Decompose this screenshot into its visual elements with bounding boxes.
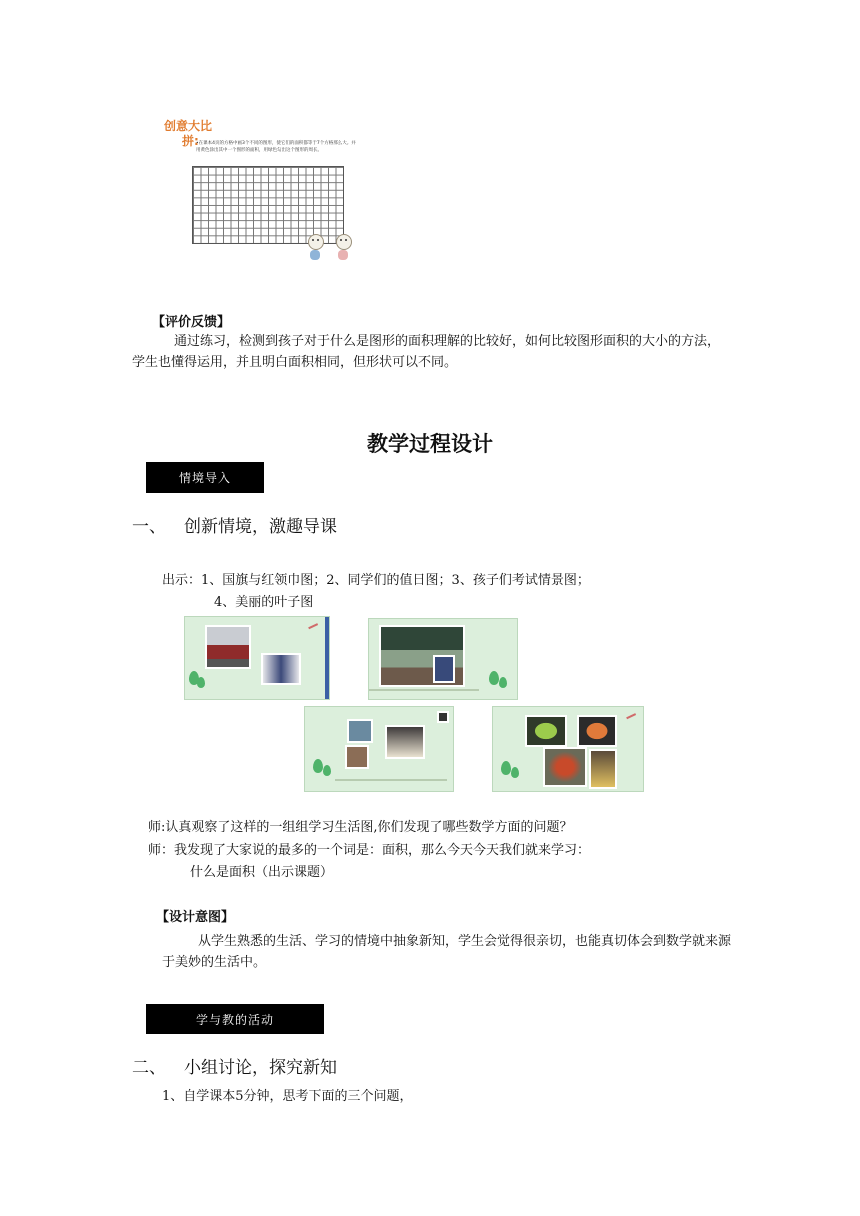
feedback-text: 通过练习，检测到孩子对于什么是图形的面积理解的比较好，如何比较图形面积的大小的方法，学生也懂得运用，并且明白面积相同，但形状可以不同。 — [132, 334, 721, 370]
sheep-cartoon-icon — [308, 234, 324, 250]
leaf-icon-2 — [197, 677, 205, 688]
sheep-cartoon-icon-2 — [336, 234, 352, 250]
leaf-icon-6 — [323, 765, 331, 776]
worksheet-title-2: 拼: — [182, 134, 199, 148]
leaf-photo-3 — [543, 747, 587, 787]
worksheet-instructions: •在课本4页的方格中画3个不同的图形，使它们的面积都等于7个方格那么大。并用黄色涂出其中一个图形的面积，用绿色勾出这个图形的周长。 — [196, 141, 356, 153]
step-one: 1、自学课本5分钟，思考下面的三个问题， — [162, 1089, 413, 1104]
heading-two-text: 小组讨论，探究新知 — [184, 1058, 337, 1078]
heading-one-text: 创新情境，激趣导课 — [184, 517, 337, 537]
slide-logo-icon — [437, 711, 449, 723]
heading-two-number: 二、 — [132, 1058, 166, 1078]
exam-photo-1 — [347, 719, 373, 743]
design-text: 从学生熟悉的生活、学习的情境中抽象新知，学生会觉得很亲切，也能真切体会到数学就来源于美妙的生活中。 — [162, 934, 732, 970]
leaf-icon-7 — [501, 761, 511, 775]
heading-one — [132, 512, 337, 537]
leaf-icon-4 — [499, 677, 507, 688]
feedback-label: 【评价反馈】 — [152, 315, 231, 330]
section-bar-intro: 情境导入 — [146, 462, 264, 493]
leaf-photo-4 — [589, 749, 617, 789]
slide-duty — [368, 618, 518, 700]
leaf-photo-2 — [577, 715, 617, 747]
slide-leaves — [492, 706, 644, 792]
worksheet-image — [160, 110, 360, 270]
worksheet-grid — [192, 166, 344, 244]
teacher-line-1: 师:认真观察了这样的一组组学习生活图,你们发现了哪些数学方面的问题？ — [148, 820, 573, 835]
sheep-body-icon — [310, 250, 320, 260]
slide-edge — [325, 617, 329, 699]
slide-exam — [304, 706, 454, 792]
bird-icon-2 — [626, 713, 638, 723]
teacher-line-3: 什么是面积（出示课题） — [190, 865, 334, 880]
section-bar-activity: 学与教的活动 — [146, 1004, 324, 1034]
flag-photo — [205, 625, 251, 669]
design-label: 【设计意图】 — [156, 910, 235, 925]
decor-curve-2 — [335, 779, 447, 781]
students-photo — [261, 653, 301, 685]
page-title: 教学过程设计 — [367, 432, 493, 456]
worksheet-title: 创意大比 — [164, 119, 213, 133]
slide-flag — [184, 616, 330, 700]
exam-photo-3 — [345, 745, 369, 769]
heading-one-number: 一、 — [132, 517, 166, 537]
leaf-icon-5 — [313, 759, 323, 773]
leaf-photo-1 — [525, 715, 567, 747]
heading-two — [132, 1053, 337, 1078]
student-photo — [433, 655, 455, 683]
leaf-icon-8 — [511, 767, 519, 778]
bird-icon — [308, 623, 320, 633]
show-line-1: 出示：1、国旗与红领巾图；2、同学们的值日图；3、孩子们考试情景图； — [162, 573, 590, 588]
leaf-icon-3 — [489, 671, 499, 685]
sheep-body-icon-2 — [338, 250, 348, 260]
show-line-2: 4、美丽的叶子图 — [214, 595, 314, 610]
teacher-line-2: 师：我发现了大家说的最多的一个词是：面积，那么今天今天我们就来学习： — [148, 843, 591, 858]
decor-curve — [369, 689, 479, 691]
exam-photo-2 — [385, 725, 425, 759]
